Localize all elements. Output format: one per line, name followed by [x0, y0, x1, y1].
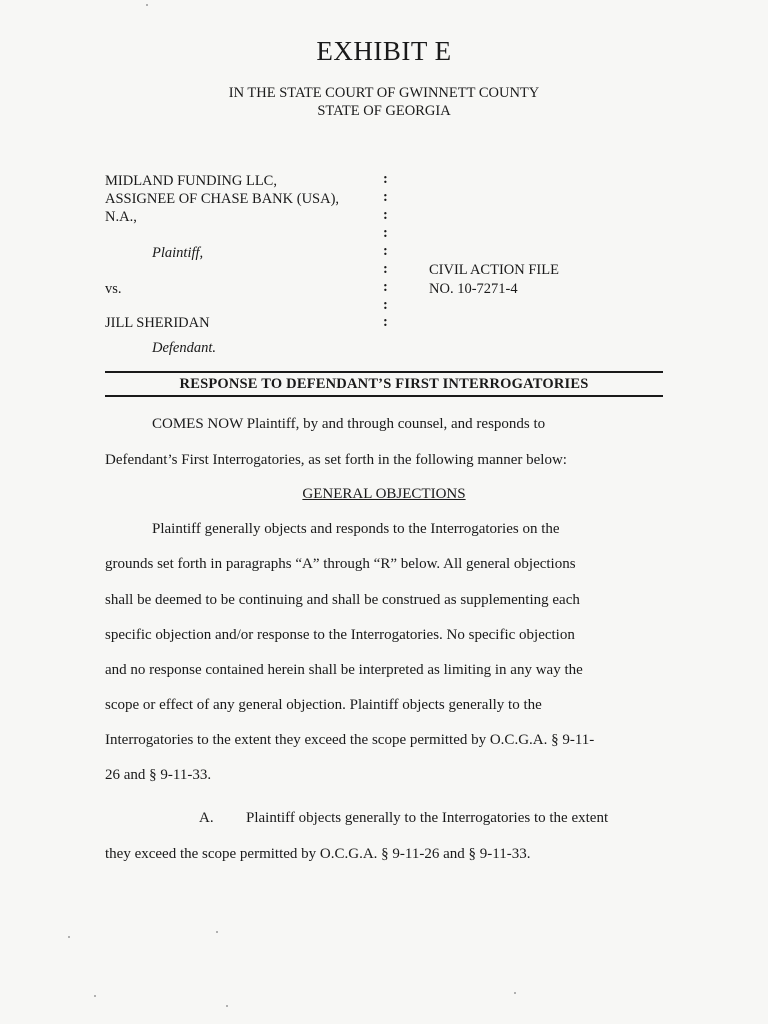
- defendant-name: JILL SHERIDAN: [105, 315, 210, 331]
- scan-speck: [226, 1005, 228, 1007]
- heading-rule-bottom: [105, 395, 663, 397]
- objection-line: shall be deemed to be continuing and shall be construed as supplementing each: [105, 592, 580, 608]
- caption-separator: :: [383, 171, 388, 187]
- caption-separator: :: [383, 189, 388, 205]
- defendant-role: Defendant.: [152, 340, 217, 356]
- caption-separator: :: [383, 297, 388, 313]
- court-name: [0, 84, 768, 120]
- intro-line-2: Defendant’s First Interrogatories, as set forth in the following manner below:: [105, 452, 567, 468]
- versus-label: vs.: [105, 281, 122, 297]
- scan-speck: [146, 4, 148, 6]
- caption-separator: :: [383, 207, 388, 223]
- court-line-2: STATE OF GEORGIA: [317, 103, 451, 119]
- caption-separator: :: [383, 243, 388, 259]
- plaintiff-role: Plaintiff,: [152, 245, 204, 261]
- objection-line: and no response contained herein shall be interpreted as limiting in any way the: [105, 662, 583, 678]
- heading-rule-top: [105, 371, 663, 373]
- caption-separator: :: [383, 314, 388, 330]
- caption-separator: :: [383, 261, 388, 277]
- objection-line: Plaintiff generally objects and responds to the Interrogatories on the: [152, 521, 560, 537]
- exhibit-title: EXHIBIT E: [316, 36, 452, 66]
- intro-line-1: COMES NOW Plaintiff, by and through counsel, and responds to: [152, 416, 546, 432]
- plaintiff-name-line-2: ASSIGNEE OF CHASE BANK (USA),: [105, 191, 340, 207]
- scan-speck: [216, 931, 218, 933]
- paragraph-a-line-1: Plaintiff objects generally to the Interrogatories to the extent: [246, 810, 609, 826]
- scan-speck: [68, 936, 70, 938]
- court-line-1: IN THE STATE COURT OF GWINNETT COUNTY: [228, 85, 540, 101]
- plaintiff-name-line-3: N.A.,: [105, 209, 137, 225]
- objection-line: Interrogatories to the extent they exceed the scope permitted by O.C.G.A. § 9-11-: [105, 732, 595, 748]
- case-label: CIVIL ACTION FILE: [429, 262, 559, 278]
- scan-speck: [514, 992, 516, 994]
- caption-separator: :: [383, 225, 388, 241]
- document-heading: RESPONSE TO DEFENDANT’S FIRST INTERROGATORIES: [179, 376, 589, 392]
- paragraph-a-line-2: they exceed the scope permitted by O.C.G.A. § 9-11-26 and § 9-11-33.: [105, 846, 531, 862]
- general-objections-title: GENERAL OBJECTIONS: [302, 486, 466, 502]
- paragraph-a-label: A.: [199, 810, 214, 826]
- objection-line: 26 and § 9-11-33.: [105, 767, 212, 783]
- objection-line: grounds set forth in paragraphs “A” through “R” below. All general objections: [105, 556, 576, 572]
- caption-separator: :: [383, 279, 388, 295]
- objection-line: scope or effect of any general objection. Plaintiff objects generally to the: [105, 697, 542, 713]
- objection-line: specific objection and/or response to the Interrogatories. No specific objection: [105, 627, 575, 643]
- plaintiff-name-line-1: MIDLAND FUNDING LLC,: [105, 173, 277, 189]
- case-number: NO. 10-7271-4: [429, 281, 518, 297]
- scan-speck: [94, 995, 96, 997]
